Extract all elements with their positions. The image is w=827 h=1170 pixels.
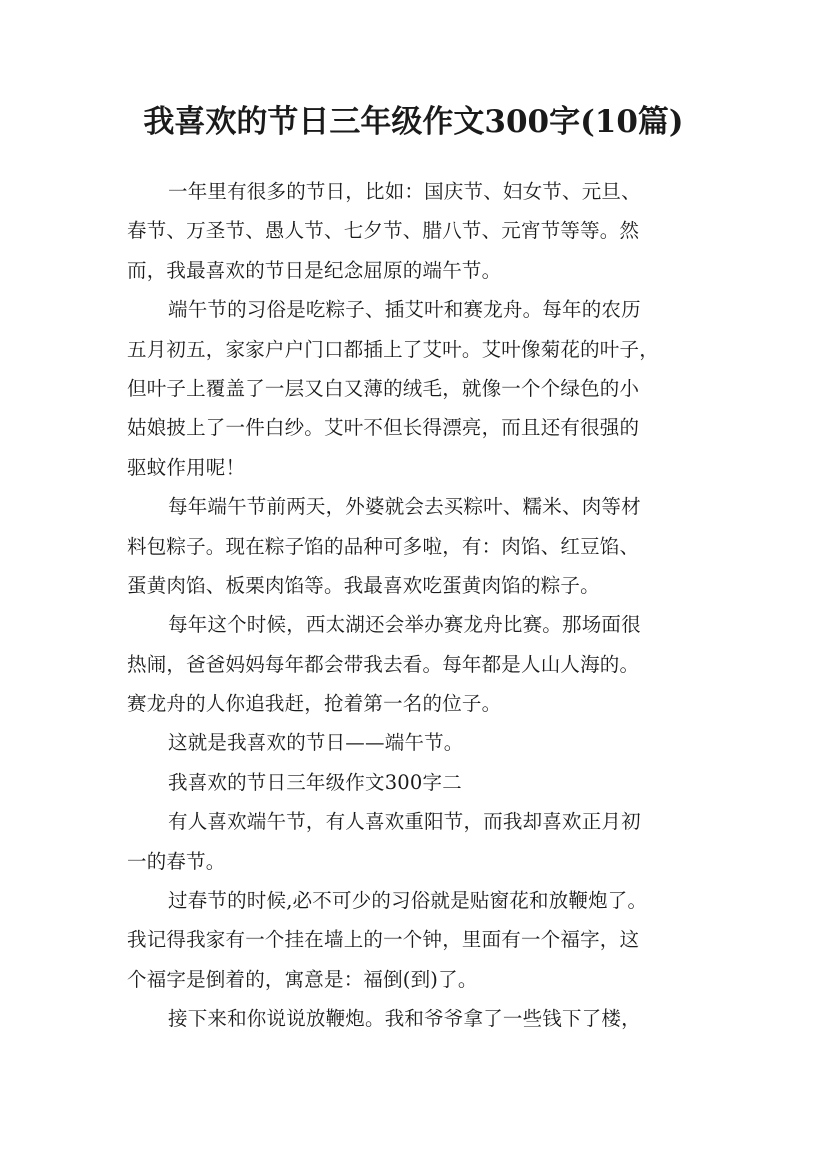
text-line: 这就是我喜欢的节日——端午节。 — [168, 731, 464, 755]
text-line: 一的春节。 — [127, 849, 226, 873]
text-line: 每年这个时候，西太湖还会举办赛龙舟比赛。那场面很 — [168, 613, 641, 637]
text-line: 但叶子上覆盖了一层又白又薄的绒毛，就像一个个绿色的小 — [127, 376, 640, 400]
text-line: 有人喜欢端午节，有人喜欢重阳节，而我却喜欢正月初 — [168, 810, 641, 834]
document-body — [127, 172, 717, 1039]
text-line: 端午节的习俗是吃粽子、插艾叶和赛龙舟。每年的农历 — [168, 298, 641, 322]
text-line: 料包粽子。现在粽子馅的品种可多啦，有：肉馅、红豆馅、 — [127, 534, 640, 558]
text-line: 热闹，爸爸妈妈每年都会带我去看。每年都是人山人海的。 — [127, 652, 640, 676]
text-line: 我记得我家有一个挂在墙上的一个钟，里面有一个福字，这 — [127, 928, 640, 952]
text-line: 过春节的时候,必不可少的习俗就是贴窗花和放鞭炮了。 — [168, 889, 648, 913]
text-line: 一年里有很多的节日，比如：国庆节、妇女节、元旦、 — [168, 180, 641, 203]
section-heading: 我喜欢的节日三年级作文300字二 — [168, 770, 462, 794]
text-line: 春节、万圣节、愚人节、七夕节、腊八节、元宵节等等。然 — [127, 219, 640, 243]
text-line: 接下来和你说说放鞭炮。我和爷爷拿了一些钱下了楼， — [168, 1007, 641, 1031]
text-line: 蛋黄肉馅、板栗肉馅等。我最喜欢吃蛋黄肉馅的粽子。 — [127, 573, 600, 597]
text-line: 而，我最喜欢的节日是纪念屈原的端午节。 — [127, 258, 502, 282]
text-line: 姑娘披上了一件白纱。艾叶不但长得漂亮，而且还有很强的 — [127, 416, 640, 440]
text-line: 个福字是倒着的，寓意是：福倒(到)了。 — [127, 967, 478, 991]
text-line: 每年端午节前两天，外婆就会去买粽叶、糯米、肉等材 — [168, 495, 641, 519]
document-title: 我喜欢的节日三年级作文300字(10篇) — [143, 104, 684, 140]
text-line: 赛龙舟的人你追我赶，抢着第一名的位子。 — [127, 692, 502, 716]
text-line: 五月初五，家家户户门口都插上了艾叶。艾叶像菊花的叶子， — [127, 337, 659, 361]
text-line: 驱蚊作用呢！ — [127, 455, 246, 479]
